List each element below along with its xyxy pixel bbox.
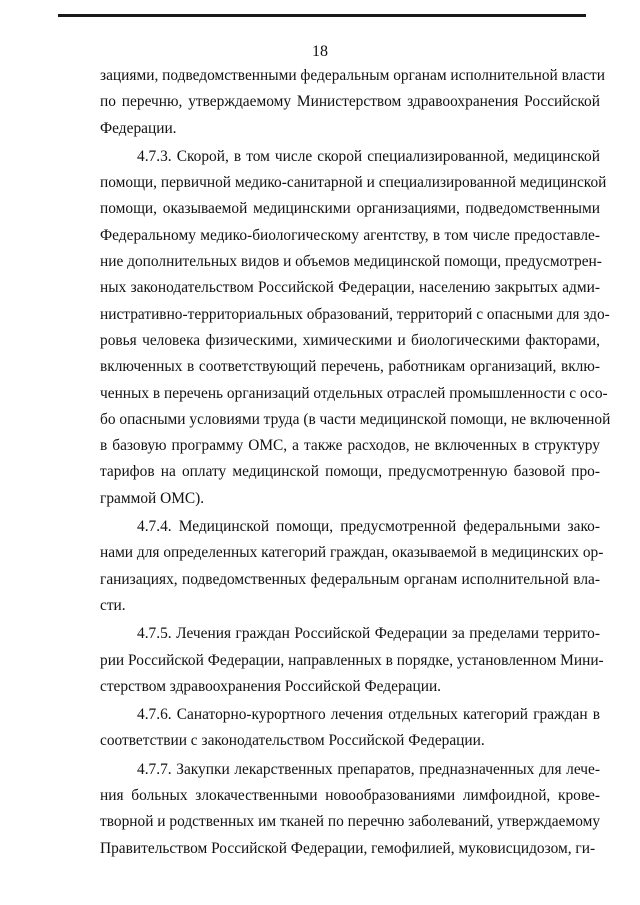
- text-line: рии Российской Федерации, направленных в порядке, установленном Мини-: [100, 651, 604, 669]
- text-line: Федерации.: [100, 119, 177, 137]
- text-line: нистративно-территориальных образований, территорий с опасными для здо-: [100, 305, 610, 323]
- text-line: по перечню, утверждаемому Министерством здравоохранения Российской: [100, 93, 600, 111]
- text-line: зациями, подведомственными федеральным органам исполнительной власти: [100, 67, 605, 84]
- text-line: бо опасными условиями труда (в части медицинской помощи, не включенной: [100, 410, 611, 428]
- text-line: стерством здравоохранения Российской Федерации.: [100, 677, 442, 695]
- text-line: нами для определенных категорий граждан, оказываемой в медицинских ор-: [100, 544, 604, 562]
- text-line: тарифов на оплату медицинской помощи, предусмотренную базовой про-: [100, 463, 600, 481]
- text-line: Федеральному медико-биологическому агентству, в том числе предоставле-: [100, 226, 600, 244]
- paragraph-4-7-4: [100, 514, 604, 619]
- text-line: в базовую программу ОМС, а также расходов, не включенных в структуру: [100, 437, 600, 455]
- text-line: ных законодательством Российской Федерации, населению закрытых адми-: [100, 279, 600, 297]
- text-line: помощи, оказываемой медицинскими организациями, подведомственными: [100, 200, 600, 218]
- top-rule: [58, 14, 586, 17]
- paragraph-4-7-3: [100, 144, 611, 512]
- text-line: 4.7.5. Лечения граждан Российской Федерации за пределами террито-: [137, 625, 600, 643]
- page-number: 18: [312, 43, 328, 60]
- text-line: 4.7.3. Скорой, в том числе скорой специализированной, медицинской: [137, 147, 600, 165]
- text-line: включенных в соответствующий перечень, работникам организаций, вклю-: [100, 358, 600, 376]
- text-line: сти.: [100, 596, 126, 614]
- paragraph-4-7-7: [100, 757, 600, 862]
- document-body: [100, 63, 611, 862]
- text-line: ровья человека физическими, химическими и биологическими факторами,: [100, 331, 600, 349]
- paragraph-cont: [100, 63, 605, 142]
- text-line: ния больных злокачественными новообразованиями лимфоидной, крове-: [100, 787, 600, 805]
- text-line: ченных в перечень организаций отдельных отраслей промышленности с осо-: [100, 384, 608, 402]
- text-line: помощи, первичной медико-санитарной и специализированной медицинской: [100, 174, 607, 192]
- text-line: ганизациях, подведомственных федеральным органам исполнительной вла-: [100, 570, 600, 588]
- text-line: граммой ОМС).: [100, 489, 205, 507]
- text-line: 4.7.7. Закупки лекарственных препаратов, предназначенных для лече-: [137, 760, 600, 778]
- text-line: Правительством Российской Федерации, гемофилией, муковисцидозом, ги-: [100, 839, 596, 857]
- text-line: 4.7.6. Санаторно-курортного лечения отдельных категорий граждан в: [137, 706, 600, 724]
- text-line: ние дополнительных видов и объемов медицинской помощи, предусмотрен-: [100, 253, 602, 271]
- text-line: творной и родственных им тканей по перечню заболеваний, утверждаемому: [100, 813, 601, 831]
- text-line: соответствии с законодательством Российской Федерации.: [100, 732, 485, 750]
- paragraph-4-7-5: [100, 621, 604, 700]
- paragraph-4-7-6: [100, 702, 600, 755]
- text-line: 4.7.4. Медицинской помощи, предусмотренной федеральными зако-: [137, 518, 600, 536]
